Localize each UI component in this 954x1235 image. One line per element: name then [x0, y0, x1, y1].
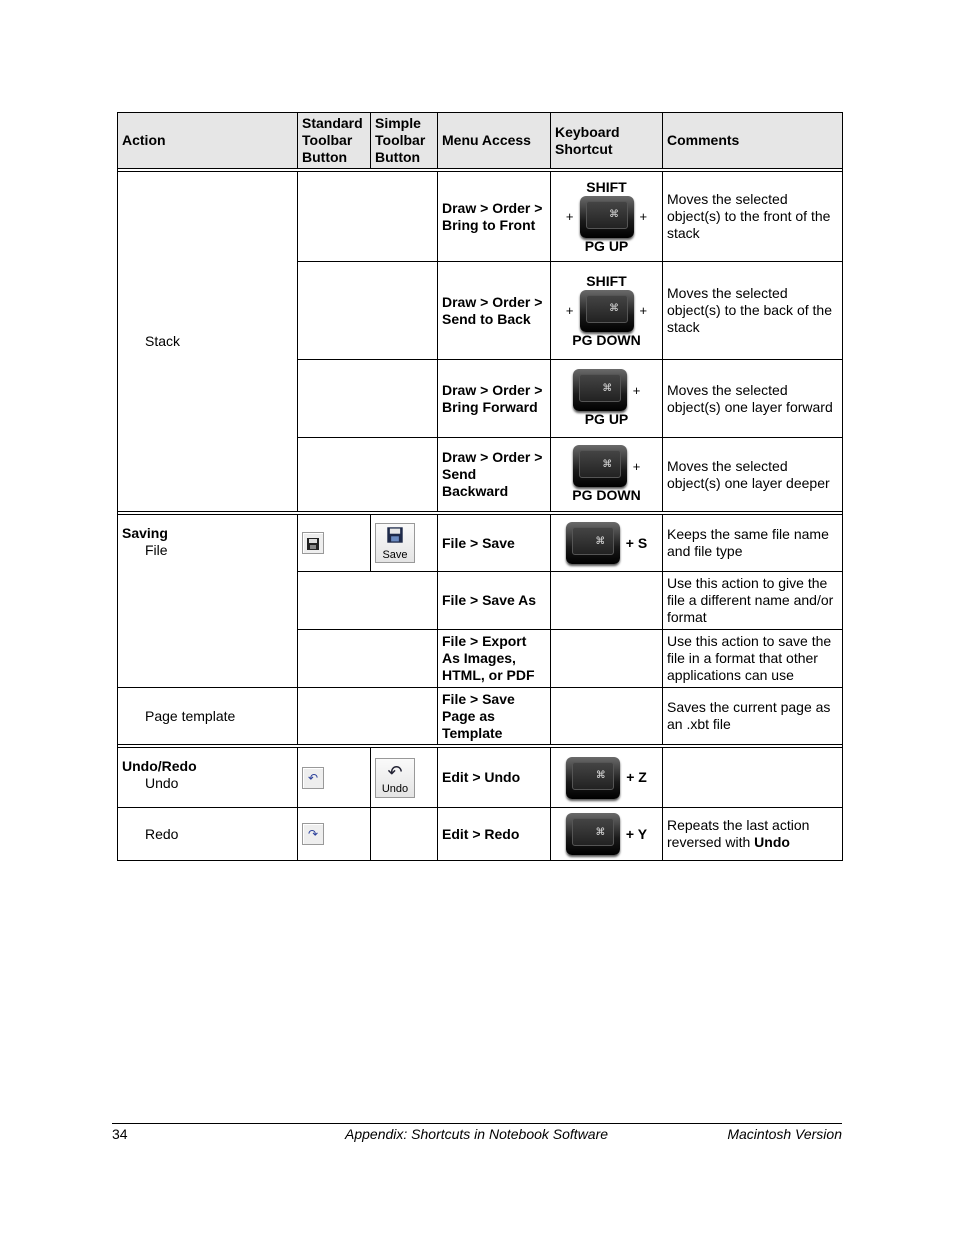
- header-keyboard-shortcut: [551, 113, 663, 169]
- header-row: [118, 113, 843, 169]
- command-icon: ⌘: [609, 209, 619, 220]
- key-letter: + Z: [626, 769, 647, 785]
- keyboard-shortcut: [551, 172, 663, 262]
- header-line: Toolbar: [375, 132, 426, 148]
- standard-toolbar-cell: [298, 748, 371, 808]
- command-key-icon: [566, 813, 620, 855]
- command-icon: ⌘: [602, 382, 613, 394]
- keyboard-shortcut: [551, 515, 663, 572]
- toolbar-cell: [298, 688, 438, 745]
- floppy-disk-icon[interactable]: [302, 532, 324, 554]
- table-row: [118, 748, 843, 808]
- keyboard-shortcut: [551, 438, 663, 512]
- save-button[interactable]: [375, 523, 415, 563]
- floppy-disk-icon: [376, 526, 414, 549]
- action-undo: Undo: [145, 775, 179, 791]
- action-stack: Stack: [145, 333, 181, 349]
- comment: Use this action to give the file a different name and/or format: [663, 572, 843, 630]
- toolbar-cell: [298, 172, 438, 262]
- footer-title: Appendix: Shortcuts in Notebook Software: [345, 1126, 609, 1142]
- header-line: Button: [302, 149, 348, 165]
- table-row: [118, 515, 843, 572]
- toolbar-cell: [298, 572, 438, 630]
- action-page-template: Page template: [145, 707, 236, 724]
- command-icon: ⌘: [602, 458, 613, 470]
- standard-toolbar-cell: [298, 808, 371, 861]
- keyboard-shortcut: [551, 360, 663, 438]
- undo-arrow-icon: ↶: [387, 761, 403, 782]
- key-letter: + Y: [625, 825, 648, 842]
- undo-arrow-icon[interactable]: ↶: [302, 767, 324, 789]
- table-row: [118, 688, 843, 745]
- simple-toolbar-cell: [371, 748, 438, 808]
- key-modifier: SHIFT: [586, 272, 627, 289]
- table-row: [118, 808, 843, 861]
- header-standard-toolbar: [298, 113, 371, 169]
- menu-access: Draw > Order > Bring Forward: [438, 360, 551, 438]
- toolbar-cell: [298, 438, 438, 512]
- keyboard-shortcut: [551, 262, 663, 360]
- table-row: [118, 172, 843, 262]
- command-key-icon: [580, 196, 634, 238]
- menu-access: File > Save: [438, 515, 551, 572]
- page-number: 34: [112, 1126, 128, 1142]
- header-line: Simple: [375, 115, 421, 131]
- plus-sign: +: [632, 382, 641, 398]
- command-icon: ⌘: [595, 535, 606, 547]
- header-line: Button: [375, 149, 421, 165]
- group-title: Undo/Redo: [122, 758, 197, 774]
- plus-sign: +: [565, 303, 574, 318]
- menu-access: Draw > Order > Send to Back: [438, 262, 551, 360]
- plus-sign: +: [632, 458, 641, 474]
- command-key-icon: [566, 522, 620, 564]
- key-name: PG DOWN: [572, 331, 641, 348]
- keyboard-shortcut: [551, 688, 663, 745]
- keyboard-shortcut: [551, 630, 663, 688]
- header-action: Action: [118, 113, 298, 169]
- shortcuts-table: [117, 112, 843, 861]
- header-line: Toolbar: [302, 132, 353, 148]
- menu-access: Draw > Order > Bring to Front: [438, 172, 551, 262]
- undo-label: Undo: [381, 782, 409, 795]
- save-label: Save: [382, 549, 408, 561]
- toolbar-cell: [298, 262, 438, 360]
- menu-access: Edit > Undo: [438, 748, 551, 808]
- comment: [663, 748, 843, 808]
- command-icon: ⌘: [595, 770, 606, 781]
- comment: Saves the current page as an .xbt file: [663, 688, 843, 745]
- simple-toolbar-cell: [371, 808, 438, 861]
- menu-access: File > Save As: [438, 572, 551, 630]
- footer-rule: [112, 1123, 842, 1124]
- header-menu-access: Menu Access: [438, 113, 551, 169]
- header-comments: Comments: [663, 113, 843, 169]
- simple-toolbar-cell: [371, 515, 438, 572]
- plus-sign: +: [565, 209, 574, 224]
- plus-sign: +: [639, 209, 648, 224]
- comment-text: Repeats the last action reversed with: [667, 817, 810, 850]
- keyboard-shortcut: [551, 808, 663, 861]
- header-line: Shortcut: [555, 140, 613, 157]
- keyboard-shortcut: [551, 748, 663, 808]
- action-file: File: [145, 542, 168, 558]
- key-letter: + S: [625, 534, 648, 551]
- menu-access: Draw > Order > Send Backward: [438, 438, 551, 512]
- comment: Moves the selected object(s) one layer forward: [663, 360, 843, 438]
- menu-access: File > Save Page as Template: [438, 688, 551, 745]
- command-key-icon: [573, 369, 627, 411]
- key-name: PG DOWN: [572, 487, 641, 503]
- header-simple-toolbar: [371, 113, 438, 169]
- undo-button[interactable]: [375, 758, 415, 798]
- comment: Use this action to save the file in a format that other applications can use: [663, 630, 843, 688]
- command-key-icon: [573, 445, 627, 487]
- key-modifier: SHIFT: [586, 178, 627, 195]
- toolbar-cell: [298, 630, 438, 688]
- comment: [663, 808, 843, 861]
- action-cell: [118, 172, 298, 512]
- standard-toolbar-cell: [298, 515, 371, 572]
- command-key-icon: [580, 290, 634, 332]
- action-cell: [118, 748, 298, 808]
- header-line: Keyboard: [555, 123, 620, 140]
- comment: Moves the selected object(s) to the back of the stack: [663, 262, 843, 360]
- command-key-icon: [566, 757, 620, 799]
- action-redo: Redo: [145, 825, 179, 842]
- header-line: Standard: [302, 115, 363, 131]
- redo-arrow-icon[interactable]: ↷: [302, 823, 324, 845]
- key-name: PG UP: [584, 237, 629, 254]
- menu-access: File > Export As Images, HTML, or PDF: [438, 630, 551, 688]
- menu-access: Edit > Redo: [438, 808, 551, 861]
- comment: Moves the selected object(s) one layer deeper: [663, 438, 843, 512]
- command-icon: ⌘: [595, 826, 606, 838]
- comment: Moves the selected object(s) to the front of the stack: [663, 172, 843, 262]
- key-name: PG UP: [584, 411, 629, 427]
- action-cell: [118, 688, 298, 745]
- comment-emphasis: Undo: [754, 834, 790, 850]
- plus-sign: +: [639, 303, 648, 318]
- group-title: Saving: [122, 525, 168, 541]
- keyboard-shortcut: [551, 572, 663, 630]
- action-cell: [118, 808, 298, 861]
- footer-version: Macintosh Version: [727, 1126, 842, 1142]
- action-cell: [118, 515, 298, 688]
- command-icon: ⌘: [609, 303, 619, 314]
- toolbar-cell: [298, 360, 438, 438]
- comment: Keeps the same file name and file type: [663, 515, 843, 572]
